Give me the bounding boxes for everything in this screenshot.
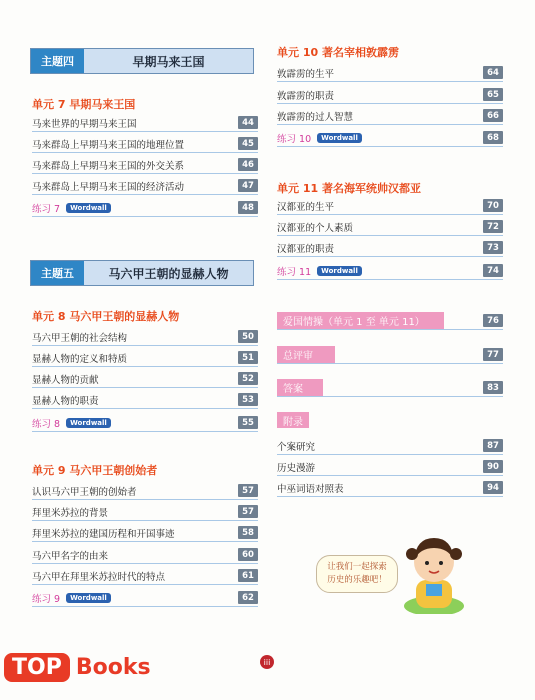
watermark-books: Books bbox=[75, 654, 151, 680]
page-number-badge: 45 bbox=[238, 137, 258, 150]
toc-row-text: 显赫人物的职责 bbox=[32, 395, 99, 407]
page-number-badge: 61 bbox=[238, 569, 258, 582]
exercise-row[interactable] bbox=[277, 129, 503, 147]
toc-row-text: 马来世界的早期马来王国 bbox=[32, 118, 137, 130]
pink-label: 答案 bbox=[277, 379, 323, 396]
toc-row[interactable] bbox=[277, 218, 503, 236]
toc-row[interactable] bbox=[32, 370, 258, 388]
toc-row-text: 马来群岛上早期马来王国的外交关系 bbox=[32, 160, 185, 172]
toc-row[interactable] bbox=[32, 135, 258, 153]
toc-row-answers[interactable] bbox=[277, 379, 503, 397]
toc-row[interactable] bbox=[277, 64, 503, 82]
toc-row-text: 马六甲名字的由来 bbox=[32, 550, 109, 562]
toc-row[interactable] bbox=[32, 156, 258, 174]
page-number-badge: 76 bbox=[483, 314, 503, 327]
toc-row-text: 显赫人物的定义和特质 bbox=[32, 353, 128, 365]
page-number-badge: 65 bbox=[483, 88, 503, 101]
toc-row[interactable] bbox=[277, 458, 503, 476]
toc-row[interactable] bbox=[32, 177, 258, 195]
girl-illustration-icon bbox=[396, 530, 472, 614]
page-number-badge: 72 bbox=[483, 220, 503, 233]
toc-row[interactable] bbox=[32, 546, 258, 564]
wordwall-badge[interactable]: Wordwall bbox=[317, 133, 362, 143]
toc-row-text: 马六甲王朝的社会结构 bbox=[32, 332, 128, 344]
page-number-badge: 44 bbox=[238, 116, 258, 129]
page-number-badge: 94 bbox=[483, 481, 503, 494]
toc-row[interactable] bbox=[32, 524, 258, 542]
toc-row-text: 敦霹雳的职责 bbox=[277, 90, 335, 102]
toc-row-text: 汉都亚的个人素质 bbox=[277, 222, 354, 234]
toc-row[interactable] bbox=[32, 391, 258, 409]
exercise-label: 练习 9 bbox=[32, 593, 61, 605]
speech-line-1: 让我们一起探索 bbox=[327, 562, 387, 572]
toc-row-text: 拜里米苏拉的背景 bbox=[32, 507, 109, 519]
page-number-badge: 68 bbox=[483, 131, 503, 144]
toc-row-text: 汉都亚的生平 bbox=[277, 201, 335, 213]
speech-bubble bbox=[316, 555, 398, 593]
toc-row-text: 拜里米苏拉的建国历程和开国事迹 bbox=[32, 528, 175, 540]
theme-header-5 bbox=[30, 260, 254, 286]
speech-line-2: 历史的乐趣吧！ bbox=[327, 575, 387, 585]
exercise-label: 练习 10 bbox=[277, 133, 312, 145]
unit-8-title: 单元 8 马六甲王朝的显赫人物 bbox=[32, 310, 180, 323]
theme-tag: 主题五 bbox=[31, 261, 84, 285]
watermark-top: TOP bbox=[4, 653, 70, 682]
wordwall-badge[interactable]: Wordwall bbox=[66, 203, 111, 213]
page-number: iii bbox=[260, 655, 274, 669]
toc-row[interactable] bbox=[277, 107, 503, 125]
toc-row-text: 敦霹雳的生平 bbox=[277, 68, 335, 80]
unit-11-title: 单元 11 著名海军统帅汉都亚 bbox=[277, 182, 421, 195]
exercise-row[interactable] bbox=[32, 589, 258, 607]
theme-tag: 主题四 bbox=[31, 49, 84, 73]
page-number-badge: 66 bbox=[483, 109, 503, 122]
appendix-label: 附录 bbox=[277, 412, 309, 428]
toc-row[interactable] bbox=[32, 567, 258, 585]
exercise-label: 练习 8 bbox=[32, 418, 61, 430]
exercise-label: 练习 11 bbox=[277, 266, 312, 278]
exercise-row[interactable] bbox=[32, 414, 258, 432]
page-number-badge: 64 bbox=[483, 66, 503, 79]
exercise-row[interactable] bbox=[277, 262, 503, 280]
toc-row-text: 敦霹雳的过人智慧 bbox=[277, 111, 354, 123]
page-number-badge: 57 bbox=[238, 505, 258, 518]
page-number-badge: 51 bbox=[238, 351, 258, 364]
toc-row-text: 中巫词语对照表 bbox=[277, 483, 344, 495]
toc-row-text: 认识马六甲王朝的创始者 bbox=[32, 486, 137, 498]
page-number-badge: 62 bbox=[238, 591, 258, 604]
toc-row-text: 马来群岛上早期马来王国的经济活动 bbox=[32, 181, 185, 193]
toc-row-review[interactable] bbox=[277, 346, 503, 364]
wordwall-badge[interactable]: Wordwall bbox=[317, 266, 362, 276]
toc-row[interactable] bbox=[277, 86, 503, 104]
page-number-badge: 46 bbox=[238, 158, 258, 171]
page-number-badge: 60 bbox=[238, 548, 258, 561]
unit-7-title: 单元 7 早期马来王国 bbox=[32, 98, 136, 111]
page-number-badge: 70 bbox=[483, 199, 503, 212]
toc-row-text: 马来群岛上早期马来王国的地理位置 bbox=[32, 139, 185, 151]
theme-header-4 bbox=[30, 48, 254, 74]
page-number-badge: 52 bbox=[238, 372, 258, 385]
page-number-badge: 48 bbox=[238, 201, 258, 214]
page-number-badge: 73 bbox=[483, 241, 503, 254]
page-number-badge: 90 bbox=[483, 460, 503, 473]
toc-row-patriotism[interactable] bbox=[277, 312, 503, 330]
toc-row[interactable] bbox=[32, 114, 258, 132]
page-number-badge: 87 bbox=[483, 439, 503, 452]
pink-label: 爱国情操（单元 1 至 单元 11） bbox=[277, 312, 444, 329]
toc-row[interactable] bbox=[32, 482, 258, 500]
theme-title: 早期马来王国 bbox=[132, 54, 205, 69]
page-number-badge: 47 bbox=[238, 179, 258, 192]
page-number-badge: 53 bbox=[238, 393, 258, 406]
theme-title: 马六甲王朝的显赫人物 bbox=[108, 266, 229, 281]
pink-label: 总评审 bbox=[277, 346, 335, 363]
unit-9-title: 单元 9 马六甲王朝创始者 bbox=[32, 464, 158, 477]
toc-row-text: 个案研究 bbox=[277, 441, 316, 453]
toc-row[interactable] bbox=[32, 349, 258, 367]
toc-row-text: 显赫人物的贡献 bbox=[32, 374, 99, 386]
toc-row[interactable] bbox=[277, 239, 503, 257]
toc-row[interactable] bbox=[32, 503, 258, 521]
exercise-row[interactable] bbox=[32, 199, 258, 217]
page-number-badge: 74 bbox=[483, 264, 503, 277]
wordwall-badge[interactable]: Wordwall bbox=[66, 418, 111, 428]
page-number-badge: 83 bbox=[483, 381, 503, 394]
page-number-badge: 57 bbox=[238, 484, 258, 497]
exercise-label: 练习 7 bbox=[32, 203, 61, 215]
page-number-badge: 58 bbox=[238, 526, 258, 539]
wordwall-badge[interactable]: Wordwall bbox=[66, 593, 111, 603]
page-number-badge: 77 bbox=[483, 348, 503, 361]
page-number-badge: 55 bbox=[238, 416, 258, 429]
toc-row[interactable] bbox=[277, 197, 503, 215]
toc-row-text: 汉都亚的职责 bbox=[277, 243, 335, 255]
page-number-badge: 50 bbox=[238, 330, 258, 343]
toc-row[interactable] bbox=[277, 479, 503, 497]
watermark-logo bbox=[4, 644, 180, 690]
toc-row-text: 历史漫游 bbox=[277, 462, 316, 474]
unit-10-title: 单元 10 著名宰相敦霹雳 bbox=[277, 46, 399, 59]
toc-row[interactable] bbox=[277, 437, 503, 455]
toc-row[interactable] bbox=[32, 328, 258, 346]
toc-row-text: 马六甲在拜里米苏拉时代的特点 bbox=[32, 571, 166, 583]
